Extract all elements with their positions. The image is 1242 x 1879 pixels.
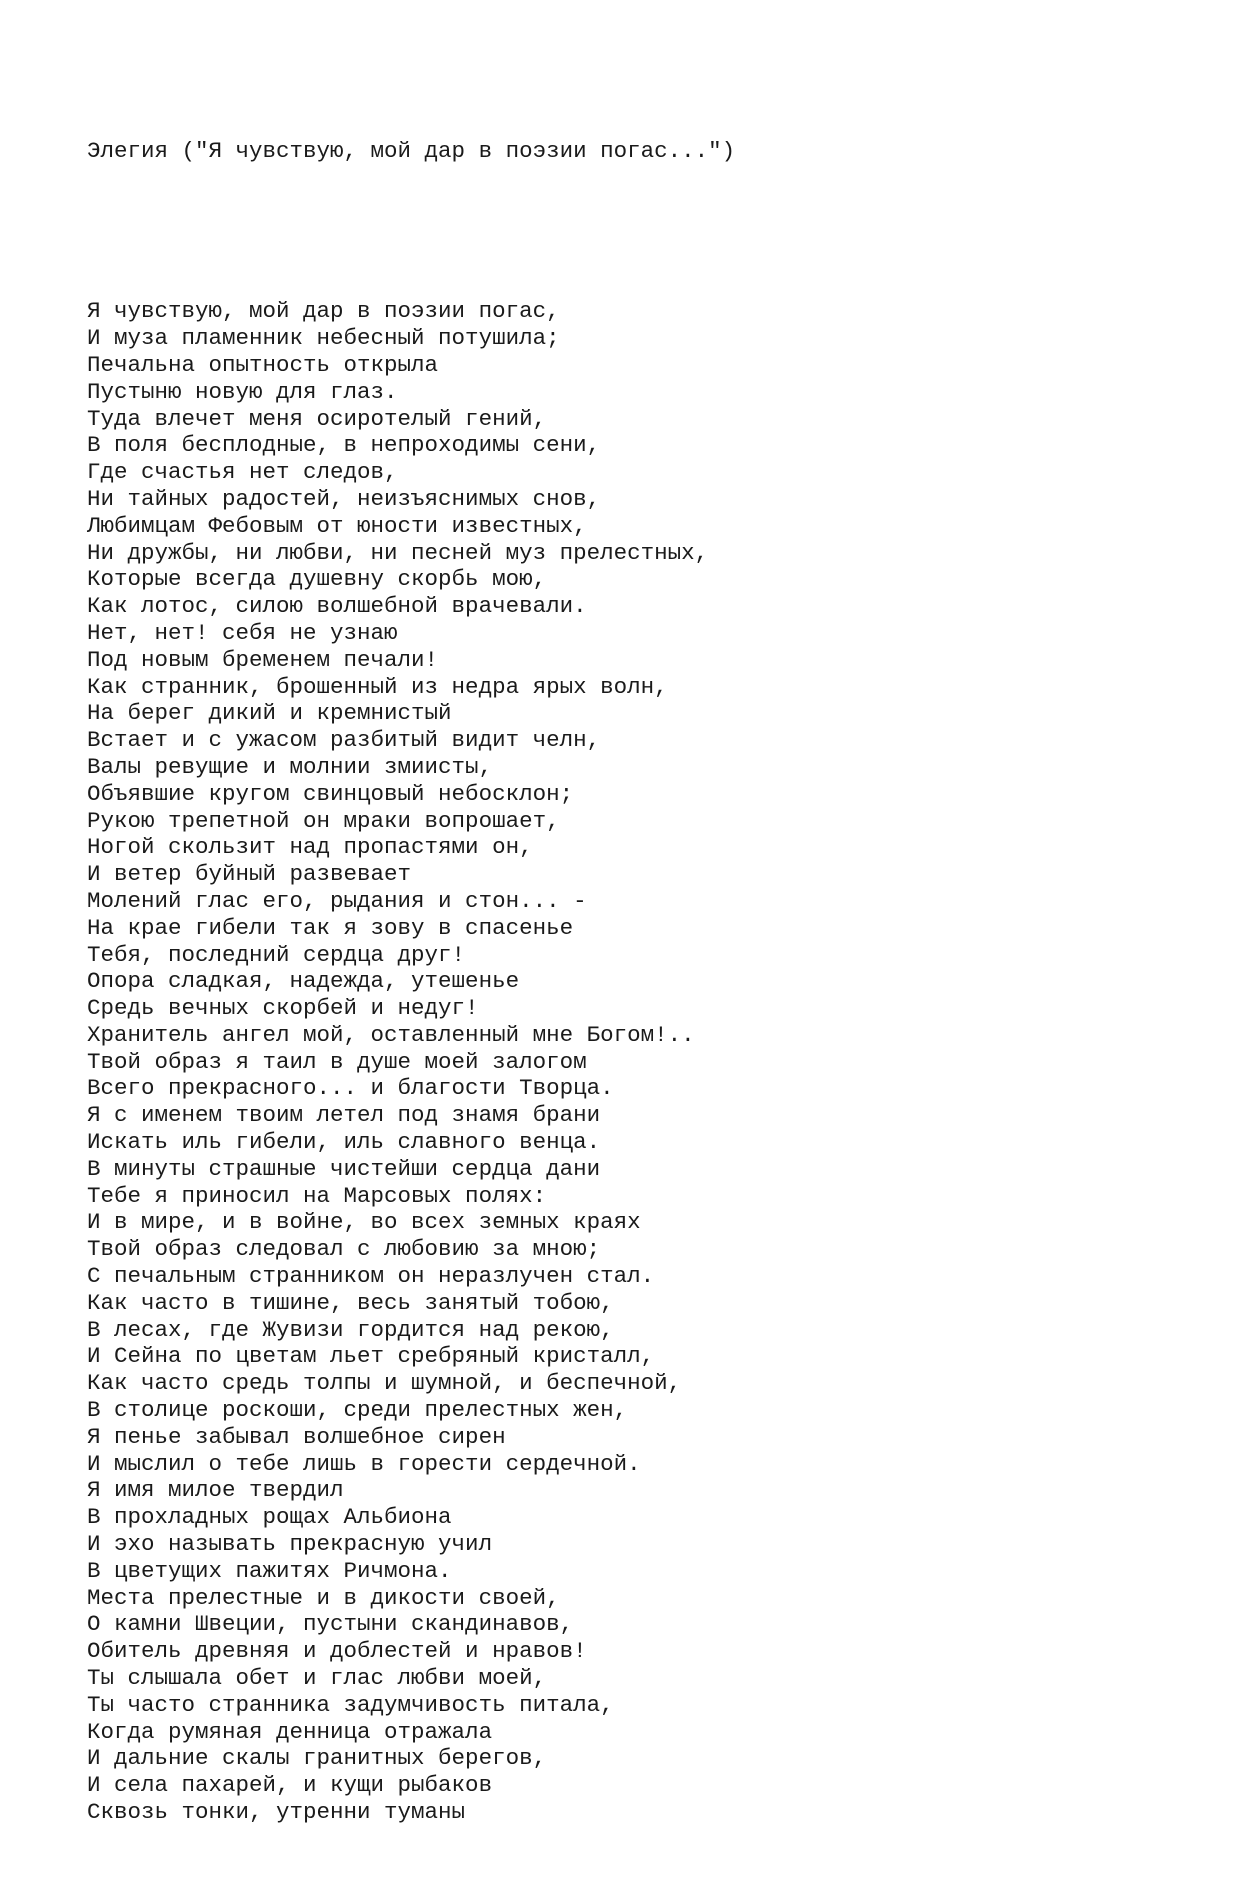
poem-line: Искать иль гибели, иль славного венца.	[87, 1129, 601, 1156]
poem-line: Твой образ следовал с любовию за мною;	[87, 1236, 601, 1263]
poem-line: Ни тайных радостей, неизъяснимых снов,	[87, 485, 601, 512]
poem-line: Пустыню новую для глаз.	[87, 378, 398, 405]
poem-line: Ни дружбы, ни любви, ни песней муз прелестных,	[87, 539, 709, 566]
poem-line: Валы ревущие и молнии змиисты,	[87, 753, 493, 780]
poem-text	[87, 84, 1187, 1879]
poem-line: Как странник, брошенный из недра ярых волн,	[87, 673, 668, 700]
poem-line: Ногой скользит над пропастями он,	[87, 834, 533, 861]
poem-line: Ты слышала обет и глас любви моей,	[87, 1665, 547, 1692]
poem-line: И Сейна по цветам льет сребряный кристалл,	[87, 1343, 655, 1370]
poem-line: Любимцам Фебовым от юности известных,	[87, 512, 587, 539]
poem-line: И в мире, и в войне, во всех земных краях	[87, 1209, 641, 1236]
poem-line: Как часто средь толпы и шумной, и беспечной,	[87, 1370, 682, 1397]
poem-line: Я имя милое твердил	[87, 1477, 344, 1504]
poem-line: В лесах, где Жувизи гордится над рекою,	[87, 1316, 614, 1343]
poem-line: Места прелестные и в дикости своей,	[87, 1584, 560, 1611]
poem-line: Ты часто странника задумчивость питала,	[87, 1691, 614, 1718]
poem-line: И муза пламенник небесный потушила;	[87, 325, 560, 352]
poem-line: Объявшие кругом свинцовый небосклон;	[87, 780, 574, 807]
poem-line: Нет, нет! себя не узнаю	[87, 619, 398, 646]
poem-line: Как часто в тишине, весь занятый тобою,	[87, 1289, 614, 1316]
poem-line: В минуты страшные чистейши сердца дани	[87, 1155, 601, 1182]
blank-line	[87, 218, 1187, 245]
poem-line: На берег дикий и кремнистый	[87, 700, 452, 727]
poem-line: Обитель древняя и доблестей и нравов!	[87, 1638, 587, 1665]
poem-title: Элегия ("Я чувствую, мой дар в поэзии погас...")	[87, 137, 736, 164]
poem-line: Которые всегда душевну скорбь мою,	[87, 566, 547, 593]
poem-line: И эхо называть прекрасную учил	[87, 1531, 493, 1558]
poem-line: Опора сладкая, надежда, утешенье	[87, 968, 520, 995]
poem-lines	[87, 298, 1187, 1825]
poem-line: И мыслил о тебе лишь в горести сердечной.	[87, 1450, 641, 1477]
poem-line: Рукою трепетной он мраки вопрошает,	[87, 807, 560, 834]
poem-line: В поля бесплодные, в непроходимы сени,	[87, 432, 601, 459]
poem-line: Тебе я приносил на Марсовых полях:	[87, 1182, 547, 1209]
poem-line: Когда румяная денница отражала	[87, 1718, 493, 1745]
poem-line: Я чувствую, мой дар в поэзии погас,	[87, 298, 560, 325]
poem-line: Как лотос, силою волшебной врачевали.	[87, 593, 587, 620]
poem-line: В прохладных рощах Альбиона	[87, 1504, 452, 1531]
poem-line: И дальние скалы гранитных берегов,	[87, 1745, 547, 1772]
poem-line: Тебя, последний сердца друг!	[87, 941, 466, 968]
poem-line: Молений глас его, рыдания и стон... -	[87, 887, 587, 914]
poem-line: Твой образ я таил в душе моей залогом	[87, 1048, 587, 1075]
poem-line: Под новым бременем печали!	[87, 646, 439, 673]
poem-line: И села пахарей, и кущи рыбаков	[87, 1772, 493, 1799]
poem-line: Печальна опытность открыла	[87, 351, 439, 378]
poem-line: Сквозь тонки, утренни туманы	[87, 1799, 466, 1825]
poem-line: На крае гибели так я зову в спасенье	[87, 914, 574, 941]
poem-line: В цветущих пажитях Ричмона.	[87, 1557, 452, 1584]
poem-line: Я пенье забывал волшебное сирен	[87, 1423, 506, 1450]
poem-line: Где счастья нет следов,	[87, 459, 398, 486]
poem-line: И ветер буйный развевает	[87, 861, 412, 888]
poem-line: В столице роскоши, среди прелестных жен,	[87, 1397, 628, 1424]
poem-line: Хранитель ангел мой, оставленный мне Богом!..	[87, 1021, 695, 1048]
poem-line: С печальным странником он неразлучен стал.	[87, 1263, 655, 1290]
poem-line: Встает и с ужасом разбитый видит челн,	[87, 727, 601, 754]
poem-line: О камни Швеции, пустыни скандинавов,	[87, 1611, 574, 1638]
poem-line: Всего прекрасного... и благости Творца.	[87, 1075, 614, 1102]
poem-line: Я с именем твоим летел под знамя брани	[87, 1102, 601, 1129]
poem-line: Средь вечных скорбей и недуг!	[87, 995, 479, 1022]
poem-line: Туда влечет меня осиротелый гений,	[87, 405, 547, 432]
